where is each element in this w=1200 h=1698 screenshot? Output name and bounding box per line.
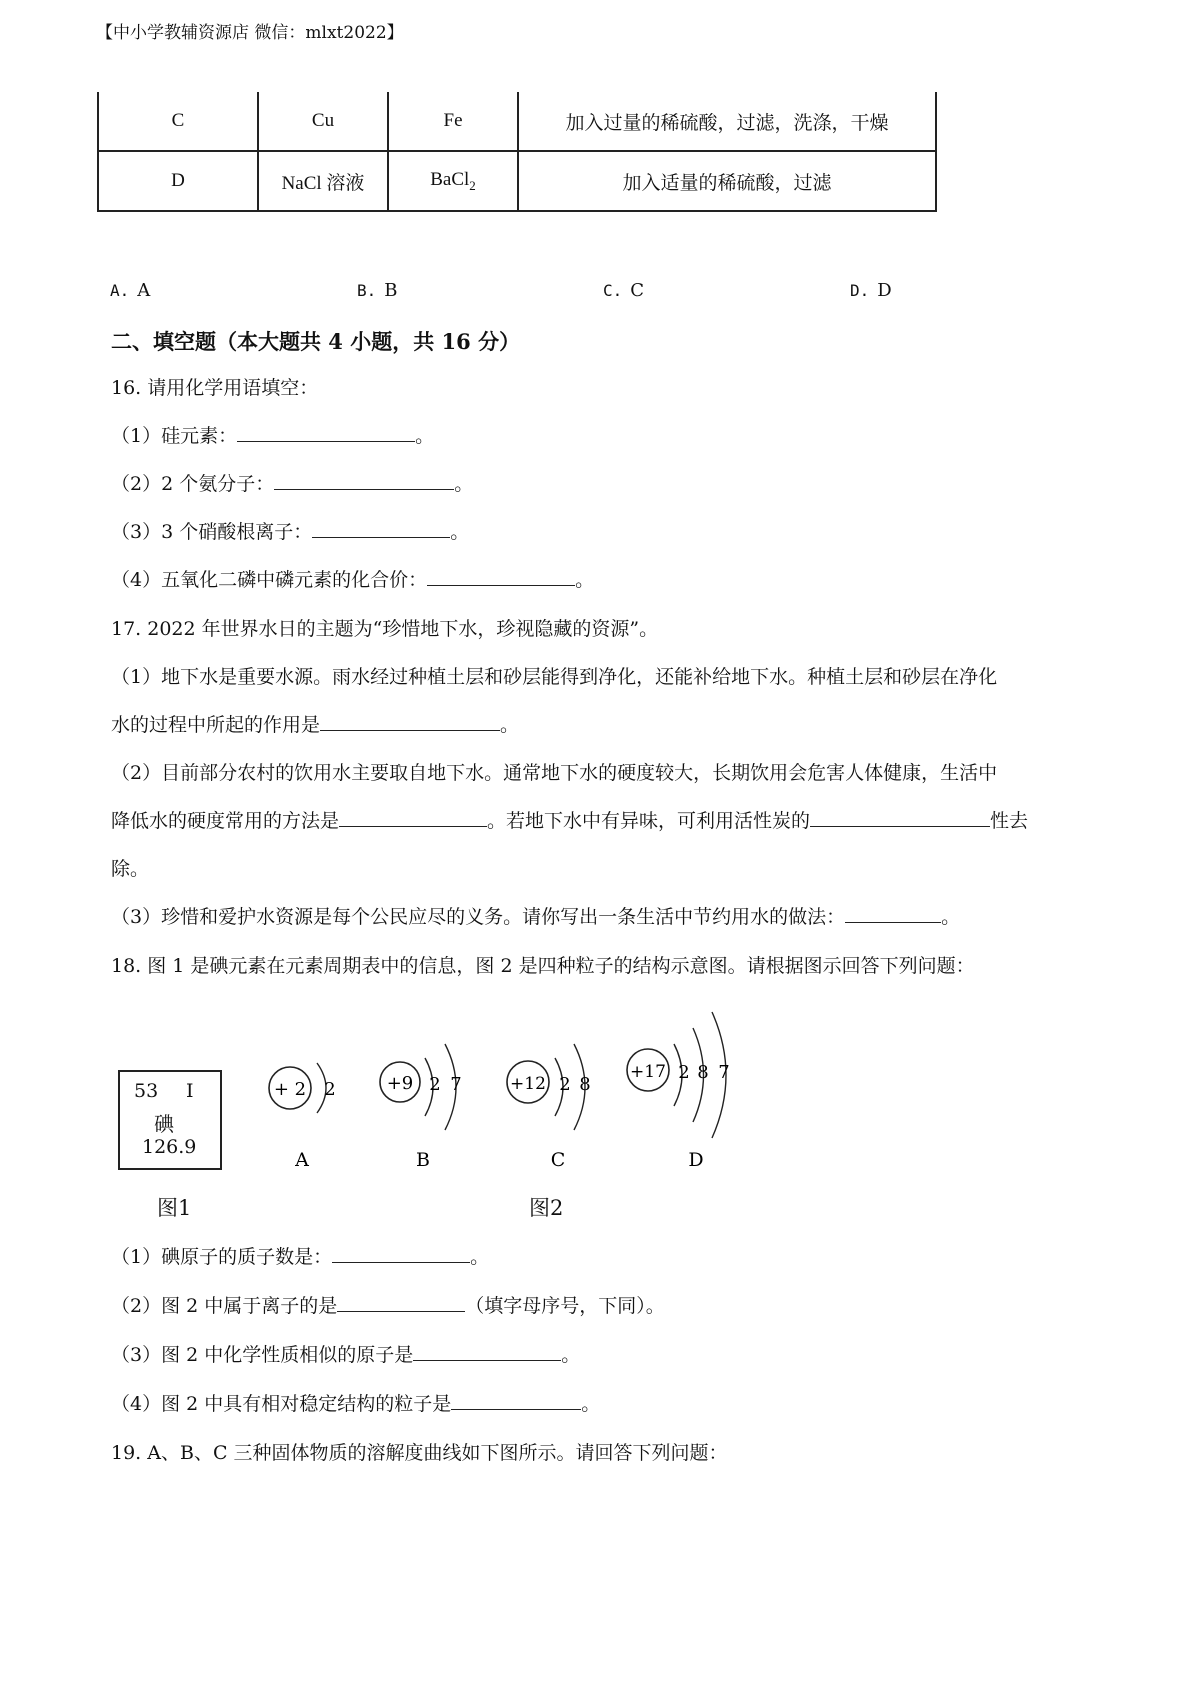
q18-part2: [111, 1291, 665, 1318]
q-text: （3）3 个硝酸根离子：: [111, 521, 313, 543]
shell-electrons: 8: [697, 1062, 709, 1083]
shell-electrons: 2: [559, 1074, 571, 1095]
shell-electrons: 2: [678, 1062, 690, 1083]
particle-label: B: [416, 1149, 430, 1171]
choice-text: D: [877, 280, 892, 301]
table-cell: D: [98, 151, 258, 211]
choice-text: C: [630, 280, 645, 301]
particle-structure-diagrams: [260, 990, 740, 1180]
table-row: [98, 151, 936, 211]
answer-blank[interactable]: [274, 471, 454, 490]
section-title: 二、填空题（本大题共 4 小题，共 16 分）: [111, 329, 521, 354]
q16-part1: [111, 421, 434, 448]
table-cell: NaCl 溶液: [258, 151, 388, 211]
answer-blank[interactable]: [810, 808, 990, 827]
q-end: 。: [561, 1344, 581, 1366]
header-note: 【中小学教辅资源店 微信：mlxt2022】: [96, 23, 404, 43]
particle-label: D: [688, 1149, 704, 1171]
q-text: （2）图 2 中属于离子的是: [111, 1295, 338, 1317]
figure2-caption: 图2: [529, 1196, 564, 1220]
q16-part4: [111, 565, 594, 592]
choice-d[interactable]: [850, 280, 892, 301]
nucleus-charge: +9: [386, 1073, 414, 1094]
element-symbol: I: [186, 1080, 194, 1102]
answer-blank[interactable]: [845, 904, 941, 923]
q-text: （2）2 个氨分子：: [111, 473, 275, 495]
shell-electrons: 7: [718, 1062, 730, 1083]
nucleus-charge: +12: [510, 1074, 546, 1094]
answer-blank[interactable]: [337, 1293, 465, 1312]
shell-electrons: 2: [429, 1074, 441, 1095]
table-cell: Fe: [388, 92, 518, 151]
q18-part3: [111, 1340, 580, 1367]
particle-c: [507, 1044, 591, 1171]
q-text: （4）五氧化二磷中磷元素的化合价：: [111, 569, 428, 591]
choice-key: A.: [110, 281, 130, 300]
answer-blank[interactable]: [320, 712, 500, 731]
q19-stem: 19. A、B、C 三种固体物质的溶解度曲线如下图所示。请回答下列问题：: [111, 1442, 728, 1464]
figure1-caption: 图1: [157, 1196, 192, 1220]
particle-label: A: [295, 1149, 309, 1171]
shell-electrons: 7: [450, 1074, 462, 1095]
choice-c[interactable]: [603, 280, 644, 301]
particle-d: [627, 1012, 730, 1171]
q17-part3: [111, 902, 960, 929]
element-card-iodine: [118, 1070, 222, 1170]
answer-blank[interactable]: [237, 423, 415, 442]
q17-part2-line1: （2）目前部分农村的饮用水主要取自地下水。通常地下水的硬度较大，长期饮用会危害人体健康，生活中: [111, 762, 998, 784]
table-cell: C: [98, 92, 258, 151]
shell-electrons: 8: [579, 1074, 591, 1095]
q-end: 。: [581, 1393, 601, 1415]
choice-key: C.: [603, 281, 623, 300]
q-text: （填字母序号，下同）。: [465, 1295, 665, 1317]
choice-a[interactable]: [110, 280, 150, 301]
formula-subscript: 2: [469, 177, 476, 193]
q-text: （1）硅元素：: [111, 425, 238, 447]
q-text: （4）图 2 中具有相对稳定结构的粒子是: [111, 1393, 452, 1415]
particle-label: C: [550, 1149, 566, 1171]
answer-blank[interactable]: [339, 808, 487, 827]
nucleus-charge: + 2: [273, 1079, 307, 1100]
answer-blank[interactable]: [332, 1244, 470, 1263]
q17-part1-line1: （1）地下水是重要水源。雨水经过种植土层和砂层能得到净化，还能补给地下水。种植土层和砂层在净化: [111, 666, 998, 688]
particle-b: [380, 1044, 462, 1171]
q17-part2-line3: 除。: [111, 858, 150, 880]
choice-text: A: [137, 280, 151, 301]
q-end: 。: [470, 1246, 490, 1268]
q-end: 。: [415, 425, 435, 447]
atomic-number: 53: [134, 1080, 159, 1102]
q-end: 。: [500, 714, 520, 736]
q16-part3: [111, 517, 469, 544]
table-row: [98, 92, 936, 151]
answer-blank[interactable]: [312, 519, 450, 538]
q-text: （3）珍惜和爱护水资源是每个公民应尽的义务。请你写出一条生活中节约用水的做法：: [111, 906, 846, 928]
q18-part1: [111, 1242, 489, 1269]
q-text: 降低水的硬度常用的方法是: [111, 810, 340, 832]
answer-blank[interactable]: [451, 1391, 581, 1410]
table-cell: 加入过量的稀硫酸，过滤，洗涤，干燥: [518, 92, 936, 151]
q17-stem: 17. 2022 年世界水日的主题为“珍惜地下水，珍视隐藏的资源”。: [111, 618, 659, 640]
answer-blank[interactable]: [427, 567, 575, 586]
q18-part4: [111, 1389, 600, 1416]
table-cell: [388, 151, 518, 211]
q-text: （3）图 2 中化学性质相似的原子是: [111, 1344, 414, 1366]
q16-part2: [111, 469, 473, 496]
q17-part2-line2: [111, 806, 1028, 833]
answer-blank[interactable]: [413, 1342, 561, 1361]
table-cell: Cu: [258, 92, 388, 151]
experiment-table: [97, 92, 937, 212]
q-end: 。: [941, 906, 961, 928]
q17-part1-line2: [111, 710, 519, 737]
formula-main: BaCl: [430, 168, 470, 190]
q-end: 。: [575, 569, 595, 591]
q-text: （1）碘原子的质子数是：: [111, 1246, 333, 1268]
q16-stem: 16. 请用化学用语填空：: [111, 377, 319, 399]
q-end: 。: [454, 473, 474, 495]
q-text: 。若地下水中有异味，可利用活性炭的: [487, 810, 811, 832]
shell-electrons: 2: [324, 1079, 336, 1100]
table-cell: 加入适量的稀硫酸，过滤: [518, 151, 936, 211]
choice-key: D.: [850, 281, 870, 300]
q-text: 水的过程中所起的作用是: [111, 714, 321, 736]
atomic-mass: 126.9: [142, 1136, 197, 1158]
choice-b[interactable]: [357, 280, 398, 301]
choice-key: B.: [357, 281, 377, 300]
q18-stem: 18. 图 1 是碘元素在元素周期表中的信息，图 2 是四种粒子的结构示意图。请根据图示回答下列问题：: [111, 955, 975, 977]
q-end: 。: [450, 521, 470, 543]
nucleus-charge: +17: [630, 1062, 666, 1082]
q-text: 性去: [990, 810, 1029, 832]
element-name: 碘: [154, 1112, 174, 1136]
particle-a: [269, 1063, 336, 1171]
choice-text: B: [384, 280, 398, 301]
